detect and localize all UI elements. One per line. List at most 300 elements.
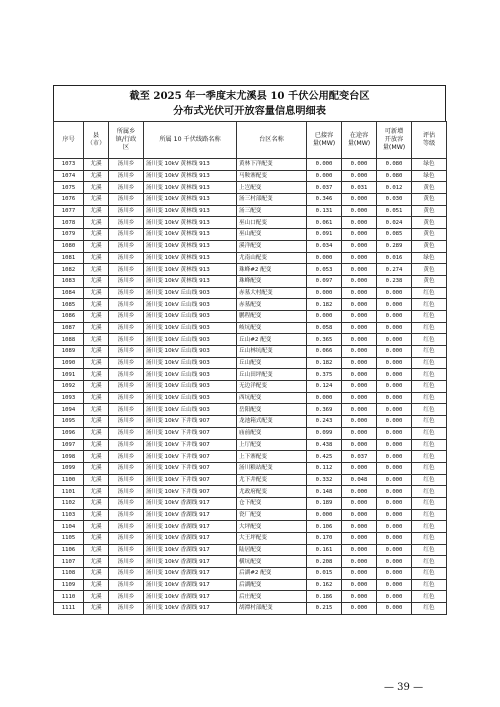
cell-connected-capacity: 0.182 <box>307 299 342 311</box>
cell-line-name: 汤川变 10kV 黄林线 913 <box>144 170 237 182</box>
cell-pending-capacity: 0.000 <box>342 497 377 509</box>
cell-pending-capacity: 0.000 <box>342 591 377 603</box>
cell-new-capacity: 0.012 <box>377 182 412 194</box>
cell-connected-capacity: 0.000 <box>307 392 342 404</box>
cell-serial: 1095 <box>54 416 84 428</box>
cell-township: 汤川乡 <box>109 462 144 474</box>
cell-township: 汤川乡 <box>109 240 144 252</box>
cell-county: 尤溪 <box>84 462 109 474</box>
cell-area-name: 珠峰配变 <box>237 275 307 287</box>
cell-area-name: 大坪配变 <box>237 521 307 533</box>
cell-line-name: 汤川变 10kV 黄林线 913 <box>144 264 237 276</box>
cell-county: 尤溪 <box>84 182 109 194</box>
cell-area-name: 大王坪配变 <box>237 533 307 545</box>
cell-pending-capacity: 0.000 <box>342 287 377 299</box>
cell-serial: 1088 <box>54 334 84 346</box>
cell-serial: 1080 <box>54 240 84 252</box>
cell-county: 尤溪 <box>84 369 109 381</box>
cell-township: 汤川乡 <box>109 299 144 311</box>
cell-new-capacity: 0.000 <box>377 357 412 369</box>
cell-pending-capacity: 0.000 <box>342 240 377 252</box>
cell-pending-capacity: 0.000 <box>342 486 377 498</box>
cell-pending-capacity: 0.000 <box>342 533 377 545</box>
cell-line-name: 汤川变 10kV 下井线 907 <box>144 486 237 498</box>
cell-rating: 红色 <box>412 603 447 615</box>
cell-area-name: 仓下配变 <box>237 497 307 509</box>
cell-area-name: 汤三配变 <box>237 205 307 217</box>
cell-serial: 1075 <box>54 182 84 194</box>
cell-new-capacity: 0.080 <box>377 170 412 182</box>
cell-new-capacity: 0.000 <box>377 462 412 474</box>
cell-connected-capacity: 0.000 <box>307 287 342 299</box>
cell-connected-capacity: 0.124 <box>307 381 342 393</box>
cell-line-name: 汤川变 10kV 丘山线 903 <box>144 357 237 369</box>
cell-area-name: 丘山林坑配变 <box>237 346 307 358</box>
cell-serial: 1079 <box>54 229 84 241</box>
cell-area-name: 无边洋配变 <box>237 381 307 393</box>
cell-connected-capacity: 0.365 <box>307 334 342 346</box>
cell-township: 汤川乡 <box>109 170 144 182</box>
cell-county: 尤溪 <box>84 533 109 545</box>
table-row <box>54 521 447 533</box>
cell-connected-capacity: 0.000 <box>307 252 342 264</box>
cell-new-capacity: 0.000 <box>377 451 412 463</box>
cell-line-name: 汤川变 10kV 香湖线 917 <box>144 544 237 556</box>
cell-county: 尤溪 <box>84 229 109 241</box>
cell-county: 尤溪 <box>84 240 109 252</box>
cell-line-name: 汤川变 10kV 黄林线 913 <box>144 275 237 287</box>
cell-pending-capacity: 0.000 <box>342 462 377 474</box>
cell-township: 汤川乡 <box>109 322 144 334</box>
cell-area-name: 赤墓配变 <box>237 299 307 311</box>
cell-connected-capacity: 0.061 <box>307 217 342 229</box>
cell-line-name: 汤川变 10kV 香湖线 917 <box>144 568 237 580</box>
cell-connected-capacity: 0.000 <box>307 170 342 182</box>
cell-pending-capacity: 0.000 <box>342 579 377 591</box>
cell-township: 汤川乡 <box>109 392 144 404</box>
cell-rating: 红色 <box>412 381 447 393</box>
cell-township: 汤川乡 <box>109 427 144 439</box>
cell-rating: 黄色 <box>412 229 447 241</box>
cell-township: 汤川乡 <box>109 287 144 299</box>
cell-new-capacity: 0.000 <box>377 392 412 404</box>
cell-serial: 1108 <box>54 568 84 580</box>
cell-new-capacity: 0.000 <box>377 381 412 393</box>
cell-connected-capacity: 0.438 <box>307 439 342 451</box>
cell-serial: 1086 <box>54 310 84 322</box>
cell-rating: 红色 <box>412 579 447 591</box>
cell-serial: 1092 <box>54 381 84 393</box>
cell-serial: 1100 <box>54 474 84 486</box>
cell-county: 尤溪 <box>84 474 109 486</box>
cell-rating: 红色 <box>412 416 447 428</box>
cell-township: 汤川乡 <box>109 416 144 428</box>
cell-township: 汤川乡 <box>109 346 144 358</box>
cell-line-name: 汤川变 10kV 香湖线 917 <box>144 521 237 533</box>
cell-area-name: 溪洋配变 <box>237 240 307 252</box>
cell-rating: 红色 <box>412 544 447 556</box>
cell-line-name: 汤川变 10kV 丘山线 903 <box>144 381 237 393</box>
cell-line-name: 汤川变 10kV 黄林线 913 <box>144 217 237 229</box>
cell-line-name: 汤川变 10kV 丘山线 903 <box>144 322 237 334</box>
table-row <box>54 427 447 439</box>
cell-serial: 1101 <box>54 486 84 498</box>
header-township: 所属乡 镇/行政 区 <box>109 122 144 159</box>
header-county: 县 （市） <box>84 122 109 159</box>
table-row <box>54 556 447 568</box>
table-row <box>54 544 447 556</box>
cell-rating: 红色 <box>412 439 447 451</box>
cell-rating: 红色 <box>412 287 447 299</box>
cell-new-capacity: 0.051 <box>377 205 412 217</box>
cell-serial: 1096 <box>54 427 84 439</box>
cell-rating: 红色 <box>412 334 447 346</box>
cell-rating: 红色 <box>412 486 447 498</box>
table-row <box>54 299 447 311</box>
cell-serial: 1078 <box>54 217 84 229</box>
cell-county: 尤溪 <box>84 264 109 276</box>
cell-township: 汤川乡 <box>109 194 144 206</box>
cell-rating: 黄色 <box>412 194 447 206</box>
cell-serial: 1111 <box>54 603 84 615</box>
cell-line-name: 汤川变 10kV 下井线 907 <box>144 474 237 486</box>
cell-area-name: 丘山田坪配变 <box>237 369 307 381</box>
cell-serial: 1084 <box>54 287 84 299</box>
cell-connected-capacity: 0.097 <box>307 275 342 287</box>
cell-county: 尤溪 <box>84 579 109 591</box>
header-area-name: 台区名称 <box>237 122 307 159</box>
cell-township: 汤川乡 <box>109 357 144 369</box>
cell-area-name: 珠峰#2 配变 <box>237 264 307 276</box>
cell-pending-capacity: 0.000 <box>342 521 377 533</box>
cell-connected-capacity: 0.215 <box>307 603 342 615</box>
cell-township: 汤川乡 <box>109 334 144 346</box>
table-row <box>54 322 447 334</box>
cell-township: 汤川乡 <box>109 369 144 381</box>
cell-rating: 黄色 <box>412 217 447 229</box>
cell-connected-capacity: 0.053 <box>307 264 342 276</box>
cell-rating: 红色 <box>412 451 447 463</box>
cell-rating: 红色 <box>412 462 447 474</box>
cell-county: 尤溪 <box>84 170 109 182</box>
cell-line-name: 汤川变 10kV 丘山线 903 <box>144 369 237 381</box>
cell-line-name: 汤川变 10kV 丘山线 903 <box>144 334 237 346</box>
cell-rating: 红色 <box>412 369 447 381</box>
cell-connected-capacity: 0.161 <box>307 544 342 556</box>
table-row <box>54 182 447 194</box>
cell-line-name: 汤川变 10kV 丘山线 903 <box>144 346 237 358</box>
table-title-box <box>53 85 446 121</box>
cell-connected-capacity: 0.058 <box>307 322 342 334</box>
cell-area-name: 胡潭村部配变 <box>237 603 307 615</box>
cell-connected-capacity: 0.186 <box>307 591 342 603</box>
cell-line-name: 汤川变 10kV 香湖线 917 <box>144 497 237 509</box>
cell-serial: 1098 <box>54 451 84 463</box>
table-row <box>54 334 447 346</box>
cell-area-name: 后湖#2 配变 <box>237 568 307 580</box>
cell-new-capacity: 0.289 <box>377 240 412 252</box>
cell-rating: 红色 <box>412 299 447 311</box>
cell-county: 尤溪 <box>84 322 109 334</box>
cell-new-capacity: 0.030 <box>377 194 412 206</box>
table-row <box>54 451 447 463</box>
cell-serial: 1090 <box>54 357 84 369</box>
cell-township: 汤川乡 <box>109 579 144 591</box>
table-row <box>54 579 447 591</box>
cell-area-name: 巫山口配变 <box>237 217 307 229</box>
cell-pending-capacity: 0.000 <box>342 369 377 381</box>
cell-serial: 1087 <box>54 322 84 334</box>
cell-line-name: 汤川变 10kV 丘山线 903 <box>144 299 237 311</box>
cell-township: 汤川乡 <box>109 497 144 509</box>
cell-connected-capacity: 0.066 <box>307 346 342 358</box>
cell-pending-capacity: 0.000 <box>342 544 377 556</box>
cell-new-capacity: 0.000 <box>377 497 412 509</box>
cell-pending-capacity: 0.000 <box>342 322 377 334</box>
cell-county: 尤溪 <box>84 568 109 580</box>
cell-new-capacity: 0.000 <box>377 568 412 580</box>
cell-connected-capacity: 0.162 <box>307 579 342 591</box>
cell-connected-capacity: 0.170 <box>307 533 342 545</box>
cell-township: 汤川乡 <box>109 486 144 498</box>
table-row <box>54 357 447 369</box>
cell-pending-capacity: 0.000 <box>342 404 377 416</box>
cell-line-name: 汤川变 10kV 黄林线 913 <box>144 159 237 171</box>
cell-pending-capacity: 0.000 <box>342 556 377 568</box>
cell-county: 尤溪 <box>84 451 109 463</box>
cell-serial: 1074 <box>54 170 84 182</box>
cell-new-capacity: 0.000 <box>377 579 412 591</box>
cell-line-name: 汤川变 10kV 香湖线 917 <box>144 556 237 568</box>
table-row <box>54 252 447 264</box>
cell-pending-capacity: 0.000 <box>342 264 377 276</box>
cell-pending-capacity: 0.000 <box>342 310 377 322</box>
table-row <box>54 194 447 206</box>
cell-area-name: 鹏程配变 <box>237 310 307 322</box>
table-row <box>54 310 447 322</box>
cell-county: 尤溪 <box>84 159 109 171</box>
table-row <box>54 404 447 416</box>
cell-township: 汤川乡 <box>109 603 144 615</box>
cell-county: 尤溪 <box>84 509 109 521</box>
cell-pending-capacity: 0.000 <box>342 392 377 404</box>
cell-area-name: 赤墓大村配变 <box>237 287 307 299</box>
cell-pending-capacity: 0.000 <box>342 427 377 439</box>
cell-connected-capacity: 0.112 <box>307 462 342 474</box>
cell-township: 汤川乡 <box>109 568 144 580</box>
cell-new-capacity: 0.000 <box>377 346 412 358</box>
table-row <box>54 591 447 603</box>
cell-rating: 红色 <box>412 533 447 545</box>
table-row <box>54 486 447 498</box>
cell-new-capacity: 0.000 <box>377 509 412 521</box>
cell-serial: 1099 <box>54 462 84 474</box>
cell-county: 尤溪 <box>84 287 109 299</box>
cell-rating: 绿色 <box>412 170 447 182</box>
cell-township: 汤川乡 <box>109 229 144 241</box>
cell-rating: 绿色 <box>412 159 447 171</box>
cell-line-name: 汤川变 10kV 香湖线 917 <box>144 533 237 545</box>
cell-area-name: 汤川粮站配变 <box>237 462 307 474</box>
cell-rating: 红色 <box>412 521 447 533</box>
cell-area-name: 后庄配变 <box>237 591 307 603</box>
cell-line-name: 汤川变 10kV 黄林线 913 <box>144 240 237 252</box>
cell-rating: 黄色 <box>412 275 447 287</box>
cell-pending-capacity: 0.000 <box>342 568 377 580</box>
cell-new-capacity: 0.085 <box>377 229 412 241</box>
cell-new-capacity: 0.024 <box>377 217 412 229</box>
cell-line-name: 汤川变 10kV 丘山线 903 <box>144 404 237 416</box>
cell-area-name: 巫山配变 <box>237 229 307 241</box>
cell-county: 尤溪 <box>84 194 109 206</box>
cell-pending-capacity: 0.000 <box>342 603 377 615</box>
cell-serial: 1104 <box>54 521 84 533</box>
cell-connected-capacity: 0.131 <box>307 205 342 217</box>
cell-area-name: 西坑配变 <box>237 392 307 404</box>
cell-line-name: 汤川变 10kV 黄林线 913 <box>144 252 237 264</box>
cell-township: 汤川乡 <box>109 217 144 229</box>
table-row <box>54 497 447 509</box>
cell-township: 汤川乡 <box>109 544 144 556</box>
cell-county: 尤溪 <box>84 544 109 556</box>
cell-township: 汤川乡 <box>109 509 144 521</box>
cell-new-capacity: 0.000 <box>377 591 412 603</box>
capacity-table-sheet <box>53 85 446 615</box>
cell-line-name: 汤川变 10kV 香湖线 917 <box>144 509 237 521</box>
cell-connected-capacity: 0.099 <box>307 427 342 439</box>
cell-county: 尤溪 <box>84 556 109 568</box>
cell-county: 尤溪 <box>84 310 109 322</box>
cell-county: 尤溪 <box>84 334 109 346</box>
cell-connected-capacity: 0.106 <box>307 521 342 533</box>
cell-pending-capacity: 0.000 <box>342 205 377 217</box>
cell-serial: 1077 <box>54 205 84 217</box>
cell-connected-capacity: 0.182 <box>307 357 342 369</box>
table-row <box>54 170 447 182</box>
cell-new-capacity: 0.000 <box>377 416 412 428</box>
cell-connected-capacity: 0.037 <box>307 182 342 194</box>
cell-area-name: 瓷厂配变 <box>237 509 307 521</box>
cell-township: 汤川乡 <box>109 252 144 264</box>
cell-rating: 红色 <box>412 404 447 416</box>
table-row <box>54 439 447 451</box>
table-row <box>54 159 447 171</box>
cell-new-capacity: 0.000 <box>377 334 412 346</box>
cell-serial: 1110 <box>54 591 84 603</box>
table-title-line-1: 截至 2025 年一季度末尤溪县 10 千伏公用配变台区 <box>129 89 370 102</box>
table-row <box>54 416 447 428</box>
cell-township: 汤川乡 <box>109 521 144 533</box>
cell-township: 汤川乡 <box>109 451 144 463</box>
cell-area-name: 岳阳配变 <box>237 404 307 416</box>
table-row <box>54 205 447 217</box>
cell-county: 尤溪 <box>84 381 109 393</box>
cell-area-name: 岐坑配变 <box>237 322 307 334</box>
cell-connected-capacity: 0.000 <box>307 310 342 322</box>
cell-area-name: 后湖配变 <box>237 579 307 591</box>
cell-line-name: 汤川变 10kV 香湖线 917 <box>144 603 237 615</box>
cell-county: 尤溪 <box>84 439 109 451</box>
cell-rating: 红色 <box>412 346 447 358</box>
cell-serial: 1102 <box>54 497 84 509</box>
cell-new-capacity: 0.238 <box>377 275 412 287</box>
cell-rating: 红色 <box>412 357 447 369</box>
cell-line-name: 汤川变 10kV 下井线 907 <box>144 451 237 463</box>
table-body <box>54 159 447 615</box>
cell-connected-capacity: 0.243 <box>307 416 342 428</box>
cell-new-capacity: 0.016 <box>377 252 412 264</box>
cell-rating: 红色 <box>412 568 447 580</box>
cell-township: 汤川乡 <box>109 381 144 393</box>
cell-pending-capacity: 0.000 <box>342 416 377 428</box>
cell-township: 汤川乡 <box>109 205 144 217</box>
cell-new-capacity: 0.000 <box>377 439 412 451</box>
page-number: — 39 — <box>384 682 424 693</box>
cell-area-name: 上岂配变 <box>237 182 307 194</box>
cell-pending-capacity: 0.000 <box>342 334 377 346</box>
cell-county: 尤溪 <box>84 591 109 603</box>
cell-new-capacity: 0.000 <box>377 486 412 498</box>
cell-new-capacity: 0.000 <box>377 544 412 556</box>
cell-county: 尤溪 <box>84 521 109 533</box>
cell-connected-capacity: 0.148 <box>307 486 342 498</box>
cell-rating: 红色 <box>412 392 447 404</box>
cell-pending-capacity: 0.037 <box>342 451 377 463</box>
cell-county: 尤溪 <box>84 217 109 229</box>
cell-serial: 1097 <box>54 439 84 451</box>
cell-new-capacity: 0.080 <box>377 159 412 171</box>
cell-area-name: 尤政府配变 <box>237 486 307 498</box>
cell-line-name: 汤川变 10kV 丘山线 903 <box>144 310 237 322</box>
cell-area-name: 上厅配变 <box>237 439 307 451</box>
cell-line-name: 汤川变 10kV 黄林线 913 <box>144 194 237 206</box>
cell-line-name: 汤川变 10kV 黄林线 913 <box>144 229 237 241</box>
cell-pending-capacity: 0.000 <box>342 439 377 451</box>
table-row <box>54 509 447 521</box>
table-row <box>54 240 447 252</box>
cell-pending-capacity: 0.031 <box>342 182 377 194</box>
cell-new-capacity: 0.000 <box>377 287 412 299</box>
header-line-name: 所属 10 千伏线路名称 <box>144 122 237 159</box>
cell-connected-capacity: 0.000 <box>307 509 342 521</box>
cell-new-capacity: 0.000 <box>377 533 412 545</box>
cell-connected-capacity: 0.091 <box>307 229 342 241</box>
cell-area-name: 马鞍寨配变 <box>237 170 307 182</box>
header-new-capacity: 可新增 开放容 量(MW) <box>377 122 412 159</box>
cell-area-name: 黄林下洋配变 <box>237 159 307 171</box>
cell-area-name: 汤三村部配变 <box>237 194 307 206</box>
cell-area-name: 横坑配变 <box>237 556 307 568</box>
table-row <box>54 462 447 474</box>
cell-line-name: 汤川变 10kV 下井线 907 <box>144 439 237 451</box>
table-row <box>54 229 447 241</box>
cell-county: 尤溪 <box>84 392 109 404</box>
cell-new-capacity: 0.000 <box>377 556 412 568</box>
cell-connected-capacity: 0.000 <box>307 159 342 171</box>
cell-connected-capacity: 0.332 <box>307 474 342 486</box>
table-row <box>54 381 447 393</box>
cell-area-name: 上下寨配变 <box>237 451 307 463</box>
cell-county: 尤溪 <box>84 252 109 264</box>
cell-area-name: 庙前配变 <box>237 427 307 439</box>
cell-serial: 1091 <box>54 369 84 381</box>
table-row <box>54 474 447 486</box>
cell-county: 尤溪 <box>84 497 109 509</box>
cell-county: 尤溪 <box>84 603 109 615</box>
cell-rating: 红色 <box>412 322 447 334</box>
cell-connected-capacity: 0.189 <box>307 497 342 509</box>
cell-township: 汤川乡 <box>109 182 144 194</box>
